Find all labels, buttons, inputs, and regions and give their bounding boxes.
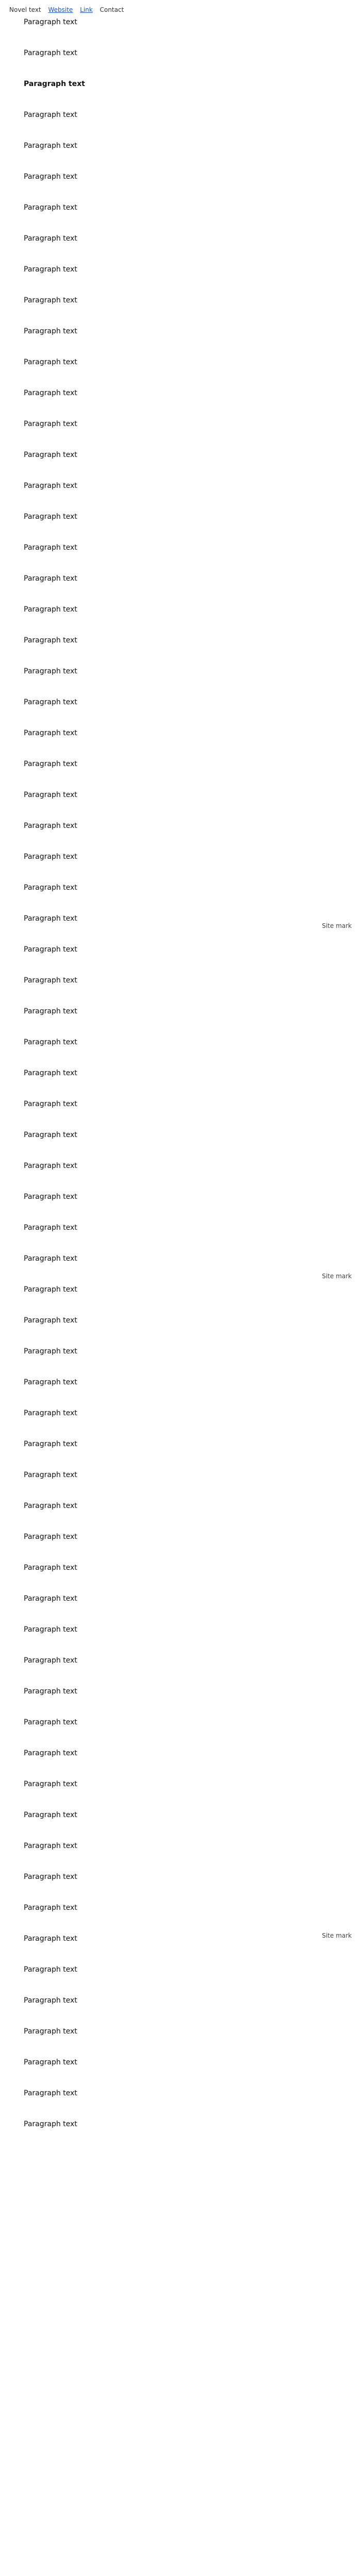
paragraph: Paragraph text bbox=[24, 1347, 77, 1355]
paragraph: Paragraph text bbox=[24, 1996, 77, 2005]
paragraph: Paragraph text bbox=[24, 667, 77, 675]
site-watermark: Site mark bbox=[322, 922, 352, 929]
paragraph: Paragraph text bbox=[24, 1533, 77, 1541]
paragraph: Paragraph text bbox=[24, 1595, 77, 1603]
paragraph: Paragraph text bbox=[24, 1564, 77, 1572]
paragraph: Paragraph text bbox=[24, 482, 77, 490]
paragraph: Paragraph text bbox=[24, 1625, 77, 1634]
paragraph: Paragraph text bbox=[24, 1131, 77, 1139]
paragraph: Paragraph text bbox=[24, 1316, 77, 1325]
paragraph: Paragraph text bbox=[24, 1842, 77, 1850]
paragraph: Paragraph text bbox=[24, 358, 77, 366]
paragraph: Paragraph text bbox=[24, 1502, 77, 1510]
paragraph: Paragraph text bbox=[24, 234, 77, 243]
paragraph: Paragraph text bbox=[24, 173, 77, 181]
paragraph: Paragraph text bbox=[24, 327, 77, 335]
paragraph: Paragraph text bbox=[24, 1378, 77, 1386]
paragraph: Paragraph text bbox=[24, 1224, 77, 1232]
mobile-link[interactable]: Link bbox=[80, 6, 93, 13]
paragraph: Paragraph text bbox=[24, 976, 77, 985]
site-watermark: Site mark bbox=[322, 1273, 352, 1280]
paragraph: Paragraph text bbox=[24, 945, 77, 954]
paragraph: Paragraph text bbox=[24, 544, 77, 552]
paragraph: Paragraph text bbox=[24, 822, 77, 830]
paragraph: Paragraph text bbox=[24, 80, 85, 88]
paragraph: Paragraph text bbox=[24, 1162, 77, 1170]
paragraph: Paragraph text bbox=[24, 1749, 77, 1757]
paragraph: Paragraph text bbox=[24, 1935, 77, 1943]
paragraph: Paragraph text bbox=[24, 1718, 77, 1726]
paragraph: Paragraph text bbox=[24, 420, 77, 428]
header-bar bbox=[9, 0, 352, 11]
paragraph: Paragraph text bbox=[24, 1100, 77, 1108]
paragraph: Paragraph text bbox=[24, 1285, 77, 1294]
paragraph: Paragraph text bbox=[24, 1471, 77, 1479]
paragraph: Paragraph text bbox=[24, 760, 77, 768]
paragraph: Paragraph text bbox=[24, 111, 77, 119]
paragraph: Paragraph text bbox=[24, 1687, 77, 1696]
chapter-body bbox=[9, 13, 352, 2133]
paragraph: Paragraph text bbox=[24, 791, 77, 799]
paragraph: Paragraph text bbox=[24, 1255, 77, 1263]
paragraph: Paragraph text bbox=[24, 1038, 77, 1046]
paragraph: Paragraph text bbox=[24, 1811, 77, 1819]
paragraph: Paragraph text bbox=[24, 142, 77, 150]
paragraph: Paragraph text bbox=[24, 1873, 77, 1881]
paragraph: Paragraph text bbox=[24, 451, 77, 459]
paragraph: Paragraph text bbox=[24, 1440, 77, 1448]
paragraph: Paragraph text bbox=[24, 1965, 77, 1974]
paragraph: Paragraph text bbox=[24, 265, 77, 274]
paragraph: Paragraph text bbox=[24, 1069, 77, 1077]
paragraph: Paragraph text bbox=[24, 1904, 77, 1912]
paragraph: Paragraph text bbox=[24, 2027, 77, 2036]
book-title: Novel text bbox=[9, 6, 41, 13]
paragraph: Paragraph text bbox=[24, 49, 77, 57]
paragraph: Paragraph text bbox=[24, 698, 77, 706]
paragraph: Paragraph text bbox=[24, 914, 77, 923]
paragraph: Paragraph text bbox=[24, 389, 77, 397]
paragraph: Paragraph text bbox=[24, 1007, 77, 1015]
paragraph: Paragraph text bbox=[24, 2120, 77, 2128]
paragraph: Paragraph text bbox=[24, 853, 77, 861]
paragraph: Paragraph text bbox=[24, 605, 77, 614]
site-watermark: Site mark bbox=[322, 1932, 352, 1939]
site-link[interactable]: Website bbox=[48, 6, 73, 13]
paragraph: Paragraph text bbox=[24, 2089, 77, 2097]
paragraph: Paragraph text bbox=[24, 1656, 77, 1665]
paragraph: Paragraph text bbox=[24, 729, 77, 737]
paragraph: Paragraph text bbox=[24, 636, 77, 645]
paragraph: Paragraph text bbox=[24, 2058, 77, 2066]
paragraph: Paragraph text bbox=[24, 884, 77, 892]
paragraph: Paragraph text bbox=[24, 1409, 77, 1417]
paragraph: Paragraph text bbox=[24, 513, 77, 521]
paragraph: Paragraph text bbox=[24, 1780, 77, 1788]
paragraph: Paragraph text bbox=[24, 296, 77, 304]
paragraph: Paragraph text bbox=[24, 204, 77, 212]
paragraph: Paragraph text bbox=[24, 1193, 77, 1201]
paragraph: Paragraph text bbox=[24, 18, 77, 26]
contact-text: Contact bbox=[100, 6, 124, 13]
paragraph: Paragraph text bbox=[24, 574, 77, 583]
